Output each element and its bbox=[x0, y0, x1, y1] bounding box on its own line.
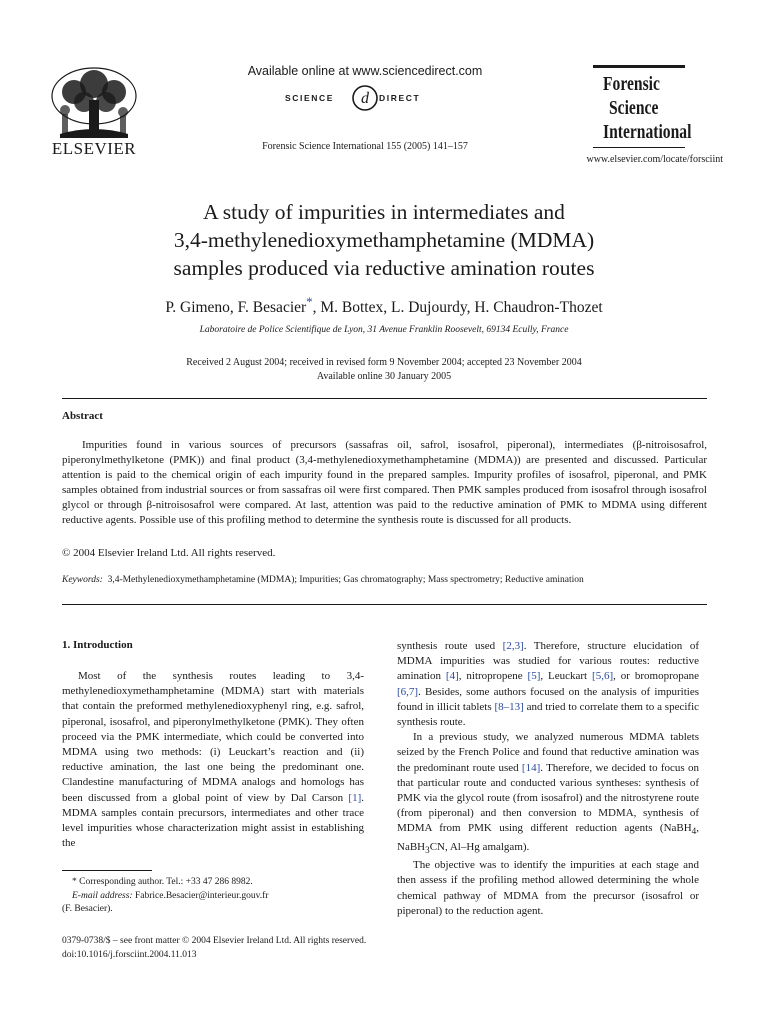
doi-link[interactable]: doi:10.1016/j.forsciint.2004.11.013 bbox=[62, 949, 197, 960]
text-run: In a previous study, we analyzed numerous MDMA tablets seized by the French Police and found that reductive amination was the predominant route used bbox=[397, 731, 699, 774]
text-run: , or bromopropane bbox=[613, 670, 699, 683]
keywords bbox=[62, 575, 707, 585]
text-run: . Therefore, structure elucidation of MDMA impurities was studied for various routes: reductive amination bbox=[397, 640, 699, 683]
available-online-date: Available online 30 January 2005 bbox=[316, 370, 452, 382]
title-line: 3,4-methylenedioxymethamphetamine (MDMA) bbox=[173, 228, 595, 252]
citation-link[interactable]: [5,6] bbox=[592, 670, 614, 683]
citation-link[interactable]: [4] bbox=[445, 670, 459, 683]
text-run: Most of the synthesis routes leading to 3,4-methylenedioxymethamphetamine (MDMA) start with materials that contain the preformed methylenedioxyphenyl ring, e.g. safrol, piperonal, isosafrol, and piperonylmethylketone (PMK). They often proceed via the PMK intermediate, which could be converted into MDMA using two methods: (i) Leuckart’s reaction and (ii) reductive amination, the last one being the predominant one. Clandestine manufacturing of MDMA analogs and homologs has been discussed from a global point of view by Dal Carson bbox=[62, 670, 364, 804]
sd-right-text: DIRECT bbox=[379, 93, 421, 103]
journal-reference: Forensic Science International 155 (2005) 141–157 bbox=[262, 141, 468, 152]
citation-link[interactable]: [8–13] bbox=[494, 700, 524, 713]
text-run: , NaBH bbox=[397, 822, 699, 853]
text-run: , nitropropene bbox=[458, 670, 528, 683]
left-column bbox=[62, 669, 364, 851]
footnote-name: (F. Besacier). bbox=[62, 904, 113, 914]
article-dates bbox=[60, 356, 708, 383]
text-run: synthesis route used bbox=[397, 640, 503, 652]
paragraph bbox=[397, 730, 699, 858]
corresponding-author-note: * Corresponding author. Tel.: +33 47 286 8982. bbox=[72, 877, 253, 887]
journal-logo bbox=[593, 65, 692, 152]
citation-link[interactable]: [5] bbox=[527, 670, 541, 683]
front-matter bbox=[62, 935, 366, 962]
citation-link[interactable]: [2,3] bbox=[502, 640, 524, 652]
text-run: CN, Al–Hg amalgam). bbox=[429, 840, 530, 853]
keywords-list: 3,4-Methylenedioxymethamphetamine (MDMA); Impurities; Gas chromatography; Mass spectrometry; Reductive amination bbox=[107, 575, 584, 585]
subscript: 3 bbox=[425, 845, 430, 856]
paragraph bbox=[62, 669, 364, 851]
journal-logo-line: International bbox=[603, 121, 692, 143]
title-line: samples produced via reductive amination routes bbox=[173, 256, 595, 280]
affiliation: Laboratoire de Police Scientifique de Lyon, 31 Avenue Franklin Roosevelt, 69134 Ecully, France bbox=[199, 325, 569, 335]
sd-mark-glyph: d bbox=[361, 90, 369, 107]
title-line: A study of impurities in intermediates and bbox=[203, 200, 565, 224]
article-title bbox=[60, 198, 708, 282]
footnote-rule bbox=[62, 870, 152, 871]
available-online-text: Available online at www.sciencedirect.com bbox=[247, 64, 483, 78]
right-column bbox=[397, 639, 699, 919]
journal-logo-rule bbox=[593, 147, 685, 148]
received-dates: Received 2 August 2004; received in revised form 9 November 2004; accepted 23 November 2004 bbox=[186, 357, 582, 368]
keywords-label: Keywords: bbox=[62, 575, 103, 585]
text-run: and tried to correlate them to a specific synthesis route. bbox=[397, 700, 700, 729]
paragraph bbox=[397, 639, 699, 730]
email-line bbox=[62, 890, 364, 904]
text-run: . Besides, some authors focused on the analysis of impurities found in illicit tablets bbox=[397, 685, 699, 713]
sciencedirect-mark-icon bbox=[351, 84, 379, 112]
issn-copyright: 0379-0738/$ – see front matter © 2004 Elsevier Ireland Ltd. All rights reserved. bbox=[62, 936, 367, 946]
corresponding-author-link[interactable]: * bbox=[306, 294, 313, 309]
authors-part: P. Gimeno, F. Besacier bbox=[165, 299, 307, 317]
citation-link[interactable]: [6,7] bbox=[397, 685, 419, 698]
publisher-name: ELSEVIER bbox=[51, 139, 137, 158]
email-label: E-mail address: bbox=[72, 890, 133, 901]
abstract-body: Impurities found in various sources of precursors (sassafras oil, safrol, isosafrol, piperonal), intermediates (β-nitroisosafrol, piperonylmethylketone (PMK)) and final product (3,4-methylenedioxymethamphetamine (MDMA)) are presented and discussed. Particular attention is paid to the chemical origin of each impurity found in the prepared samples. Impurity profiles of isosafrol, piperonal, and PMK samples obtained from industrial sources or from sassafras oil were first compared. Then PMK samples produced from isosafrol through isosafrol glycol or through β-nitroisosafrol were compared. At last, attention was paid to the reductive amination of PMK to MDMA using different reductive agents. Possible use of this profiling method to determine the synthesis route is discussed for all products. bbox=[62, 439, 707, 526]
author-list bbox=[60, 294, 708, 317]
citation-link[interactable]: [1] bbox=[348, 791, 362, 804]
email-link[interactable]: Fabrice.Besacier@interieur.gouv.fr bbox=[134, 890, 269, 901]
journal-logo-line: Science bbox=[609, 97, 659, 119]
section-heading: 1. Introduction bbox=[62, 639, 133, 651]
text-run: . Therefore, we decided to focus on that particular route and conducted various syntheses: synthesis of PMK via the glycol route (from isosafrol) and the nitrostyrene route (from piperonal) and then conversion to MDMA, synthesis of MDMA from PMK using different reduction agents (NaBH bbox=[397, 761, 699, 835]
sd-left-text: SCIENCE bbox=[285, 93, 334, 103]
paragraph: The objective was to identify the impurities at each stage and then assess if the profiling method allowed determining the whole chemical pathway of MDMA from the precursor (isosafrol or piperonal) to the reduction agent. bbox=[397, 859, 699, 917]
subscript: 4 bbox=[691, 826, 697, 837]
journal-url-link[interactable]: www.elsevier.com/locate/forsciint bbox=[586, 154, 723, 165]
abstract-copyright: © 2004 Elsevier Ireland Ltd. All rights reserved. bbox=[62, 547, 276, 559]
authors-part: , M. Bottex, L. Dujourdy, H. Chaudron-Thozet bbox=[312, 299, 603, 317]
sciencedirect-logo bbox=[285, 86, 445, 112]
text-run: , Leuckart bbox=[540, 670, 593, 683]
journal-logo-line: Forensic bbox=[603, 73, 660, 95]
divider bbox=[62, 398, 707, 399]
abstract-heading: Abstract bbox=[62, 410, 103, 422]
divider bbox=[62, 604, 707, 605]
text-run: . MDMA samples contain precursors, intermediates and other trace level impurities whose characterization might assist in establishing the bbox=[62, 791, 364, 850]
citation-link[interactable]: [14] bbox=[521, 761, 541, 774]
footnote bbox=[62, 876, 364, 917]
